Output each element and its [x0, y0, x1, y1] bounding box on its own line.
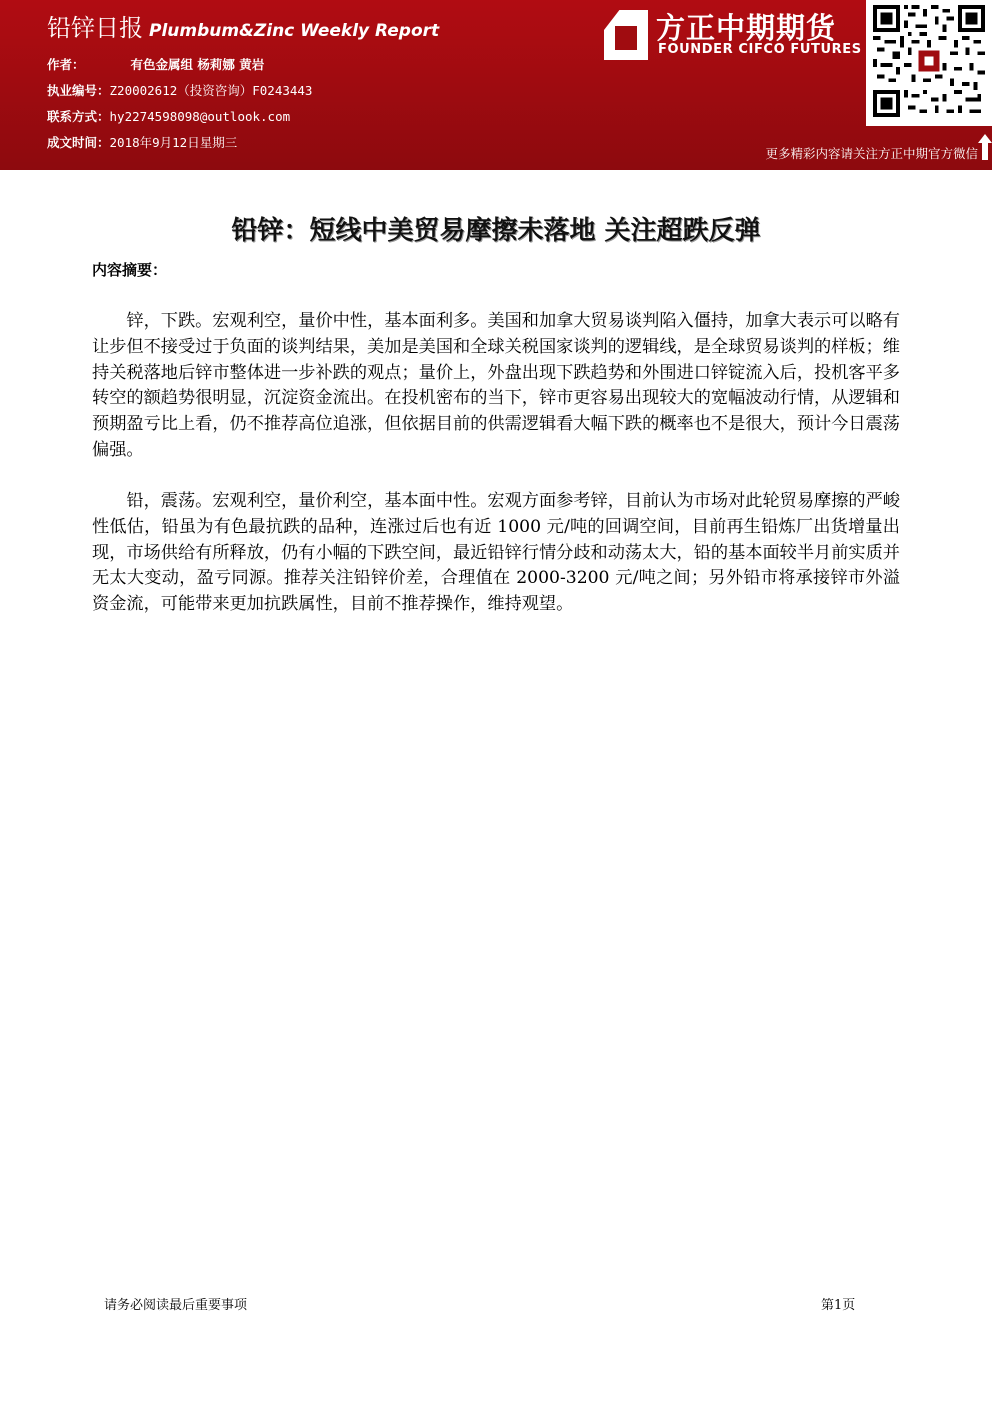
report-title-en: Plumbum&Zinc Weekly Report [149, 21, 440, 41]
license-row [47, 81, 312, 99]
date-value: 2018年9月12日星期三 [109, 135, 238, 150]
contact-email[interactable]: hy2274598098@outlook.com [109, 109, 291, 124]
article-title: 铅锌：短线中美贸易摩擦未落地 关注超跌反弹 [231, 216, 761, 246]
logo-mark-icon [604, 10, 648, 60]
date-row [47, 133, 237, 151]
author-row [47, 55, 264, 73]
company-logo [604, 6, 862, 64]
logo-name-cn: 方正中期期货 [656, 11, 837, 45]
arrow-up-icon [978, 134, 992, 160]
report-title-cn: 铅锌日报 [47, 14, 143, 42]
contact-label: 联系方式： [47, 109, 110, 124]
summary-label: 内容摘要： [92, 261, 168, 279]
date-label: 成文时间： [47, 135, 110, 150]
follow-wechat-text: 更多精彩内容请关注方正中期官方微信 [765, 146, 978, 161]
qr-code-icon [866, 0, 992, 126]
author-value: 有色金属组 杨莉娜 黄岩 [130, 57, 265, 72]
lead-paragraph: 铅，震荡。宏观利空，量价利空，基本面中性。宏观方面参考锌，目前认为市场对此轮贸易摩擦的严峻性低估，铅虽为有色最抗跌的品种，连涨过后也有近 1000 元/吨的回调空间，目前再生铅炼厂出货增量出现，市场供给有所释放，仍有小幅的下跌空间，最近铅锌行情分歧和动荡太大，铅的基本面较半月前实质并无太大变动，盈亏同源。推荐关注铅锌价差，合理值在 2000-3200 元/吨之间；另外铅市将承接锌市外溢资金流，可能带来更加抗跌属性，目前不推荐操作，维持观望。 [92, 491, 900, 615]
contact-row [47, 107, 290, 125]
zinc-paragraph: 锌，下跌。宏观利空，量价中性，基本面利多。美国和加拿大贸易谈判陷入僵持，加拿大表示可以略有让步但不接受过于负面的谈判结果，美加是美国和全球关税国家谈判的逻辑线，是全球贸易谈判的样板；维持关税落地后锌市整体进一步补跌的观点；量价上，外盘出现下跌趋势和外围进口锌锭流入后，投机客平多转空的额趋势很明显，沉淀资金流出。在投机密布的当下，锌市更容易出现较大的宽幅波动行情，从逻辑和预期盈亏比上看，仍不推荐高位追涨，但依据目前的供需逻辑看大幅下跌的概率也不是很大，预计今日震荡偏强。 [92, 311, 900, 460]
author-label: 作者： [47, 57, 85, 72]
report-title [47, 8, 439, 43]
page-number: 第1页 [821, 1298, 856, 1313]
license-label: 执业编号： [47, 83, 110, 98]
report-header [0, 0, 992, 170]
logo-name-en: FOUNDER CIFCO FUTURES [658, 42, 862, 57]
footer-disclaimer: 请务必阅读最后重要事项 [104, 1298, 248, 1313]
license-value: Z20002612（投资咨询）F0243443 [109, 83, 313, 98]
